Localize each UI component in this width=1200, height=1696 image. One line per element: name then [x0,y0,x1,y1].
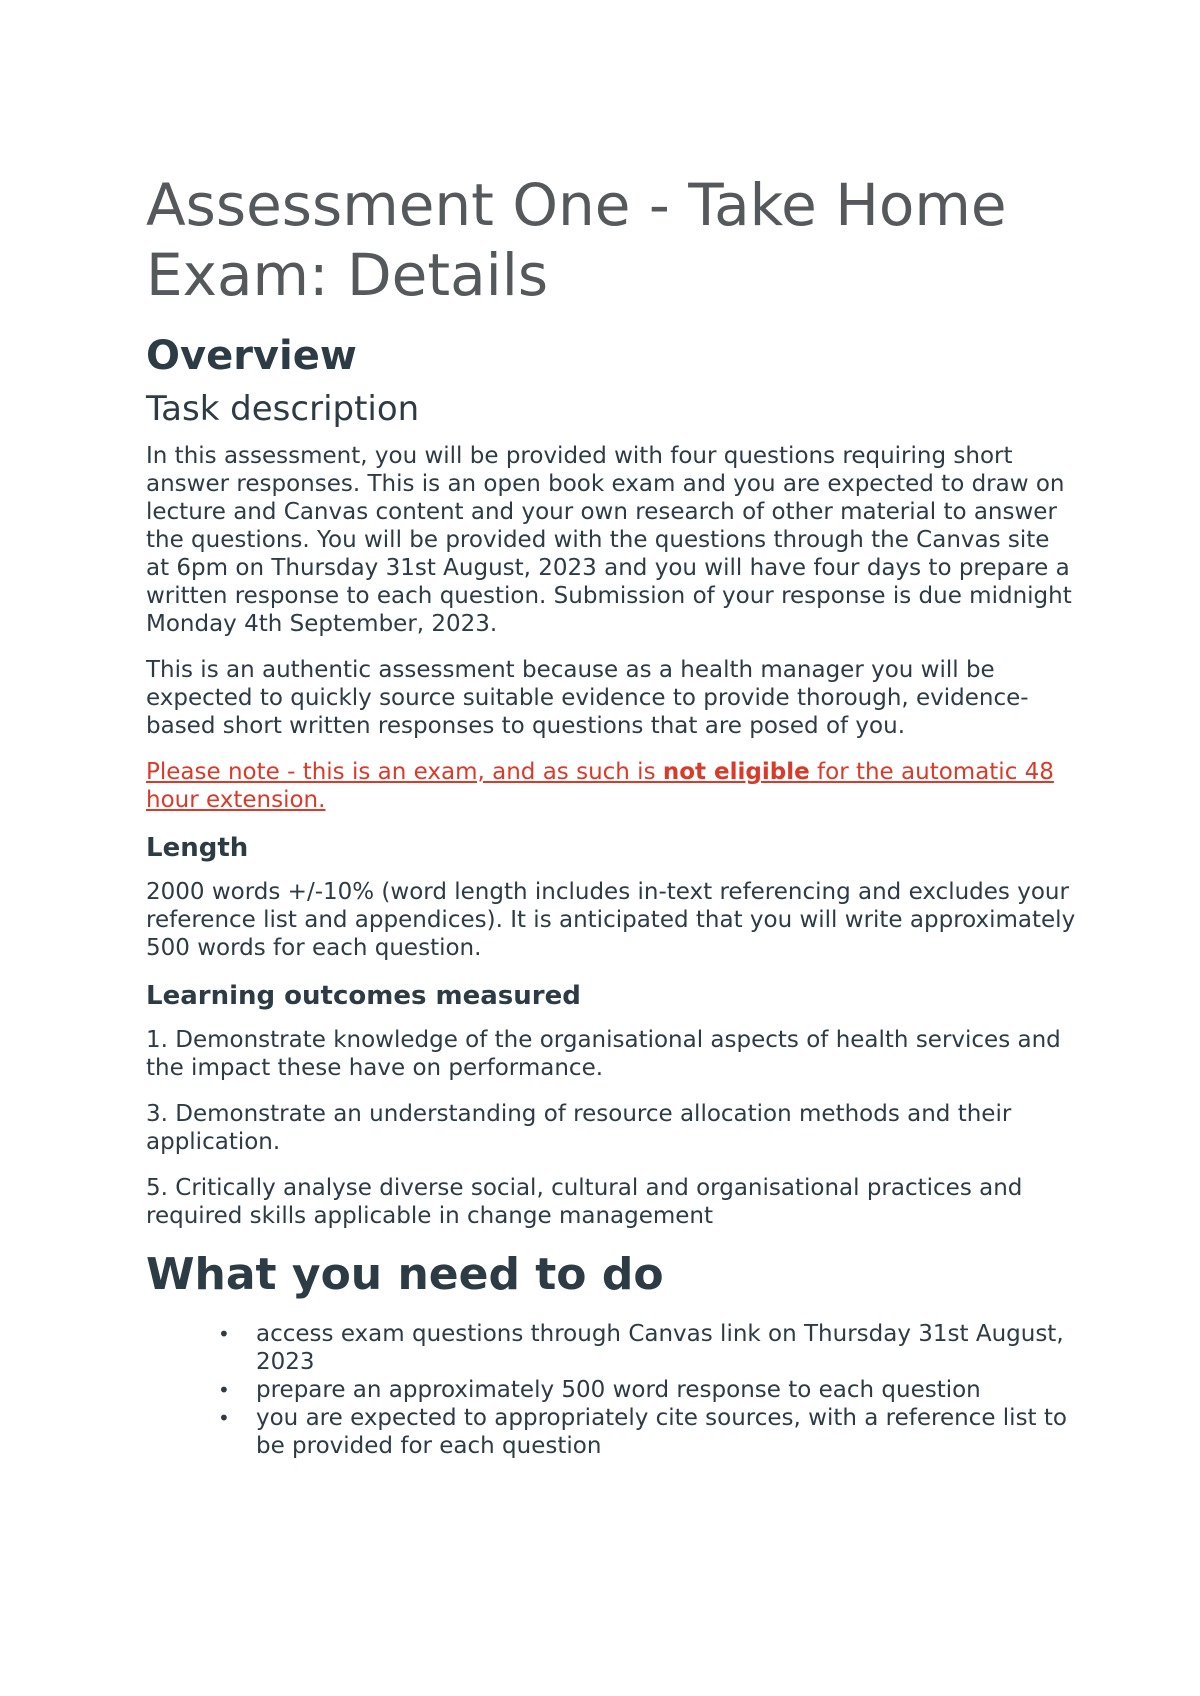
list-item [218,1376,1076,1404]
what-you-need-to-do-heading: What you need to do [146,1249,664,1300]
task-description-heading: Task description [146,389,420,429]
learning-outcomes-heading: Learning outcomes measured [146,981,581,1011]
todo-list [146,1320,1076,1460]
overview-heading: Overview [146,333,357,379]
document-page [146,170,1076,1460]
extension-note [146,758,1076,814]
bullet-icon: • [218,1378,230,1402]
learning-outcome-item: 1. Demonstrate knowledge of the organisational aspects of health services and the impact these have on performance. [146,1027,1061,1081]
list-item-text: you are expected to appropriately cite sources, with a reference list to be provided for each question [256,1405,1067,1459]
learning-outcome-item: 5. Critically analyse diverse social, cultural and organisational practices and required skills applicable in change management [146,1175,1023,1229]
extension-note-emphasis: not eligible [662,759,810,785]
length-text: 2000 words +/-10% (word length includes in-text referencing and excludes your reference list and appendices). It is anticipated that you will write approximately 500 words for each question. [146,879,1076,961]
length-heading: Length [146,833,249,863]
list-item [218,1404,1076,1460]
list-item-text: prepare an approximately 500 word response to each question [256,1377,981,1403]
extension-note-text-before: Please note - this is an exam, and as such is [146,759,663,785]
extension-note-text-after: for the automatic 48 hour extension. [146,759,1054,813]
learning-outcome-item: 3. Demonstrate an understanding of resource allocation methods and their application. [146,1101,1012,1155]
bullet-icon: • [218,1406,230,1430]
list-item [218,1320,1076,1376]
list-item-text: access exam questions through Canvas link on Thursday 31st August, 2023 [256,1321,1064,1375]
authentic-assessment-paragraph: This is an authentic assessment because as a health manager you will be expected to quickly source suitable evidence to provide thorough, evidence-based short written responses to questions that are posed of you. [146,657,1029,739]
bullet-icon: • [218,1322,230,1346]
task-description-paragraph: In this assessment, you will be provided with four questions requiring short answer responses. This is an open book exam and you are expected to draw on lecture and Canvas content and your own research of other material to answer the questions. You will be provided with the questions through the Canvas site at 6pm on Thursday 31st August, 2023 and you will have four days to prepare a written response to each question. Submission of your response is due midnight Monday 4th September, 2023. [146,443,1072,637]
page-title: Assessment One - Take Home Exam: Details [146,171,1007,309]
